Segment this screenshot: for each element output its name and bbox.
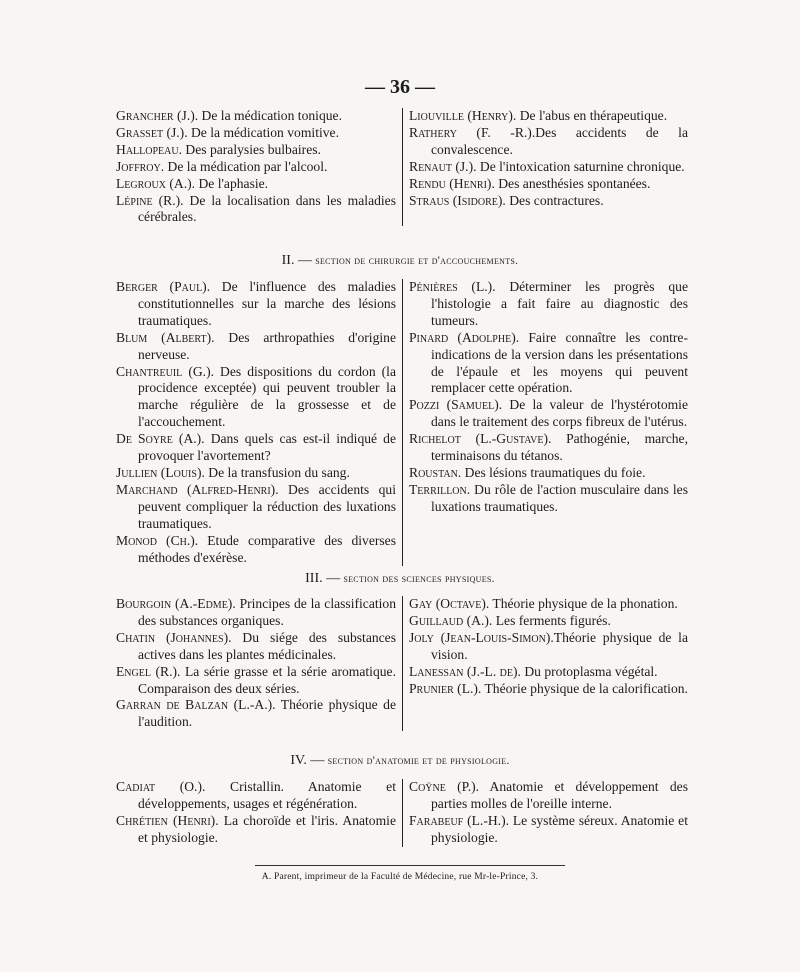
- list-item: Chrétien (Henri). La choroïde et l'iris. Anatomie et physiologie.: [116, 812, 396, 845]
- list-item: Monod (Ch.). Etude comparative des diverses méthodes d'exérèse.: [116, 532, 396, 565]
- list-item: Rathery (F. -R.).Des accidents de la convalescence.: [409, 124, 688, 157]
- list-item: Lanessan (J.-L. de). Du protoplasma végétal.: [409, 663, 658, 679]
- section-heading: II. — section de chirurgie et d'accouchements.: [281, 253, 519, 268]
- list-item: Prunier (L.). Théorie physique de la calorification.: [409, 680, 688, 696]
- left-column: [116, 596, 402, 731]
- list-item: Grasset (J.). De la médication vomitive.: [116, 124, 339, 140]
- list-item: Roustan. Des lésions traumatiques du foie.: [409, 464, 646, 480]
- list-item: Marchand (Alfred-Henri). Des accidents qui peuvent compliquer la réduction des luxations traumatiques.: [116, 481, 397, 531]
- section-anatomy-list: [116, 779, 688, 847]
- list-item: Berger (Paul). De l'influence des maladies constitutionnelles sur la marche des lésions traumatiques.: [116, 279, 396, 328]
- section-heading: III. — section des sciences physiques.: [305, 571, 495, 586]
- section-medicine-list: [116, 108, 688, 226]
- list-item: Farabeuf (L.-H.). Le système séreux. Anatomie et physiologie.: [409, 812, 688, 845]
- list-item: Pozzi (Samuel). De la valeur de l'hystérotomie dans le traitement des corps fibreux de l'utérus.: [409, 397, 688, 430]
- right-column: [402, 108, 688, 226]
- list-item: Bourgoin (A.-Edme). Principes de la classification des substances organiques.: [116, 596, 397, 628]
- list-item: Chatin (Johannes). Du siége des substances actives dans les plantes médicinales.: [116, 629, 397, 662]
- right-column: [402, 279, 688, 566]
- list-item: Pinard (Adolphe). Faire connaître les contre-indications de la version dans les présentations de l'épaule et les moyens qui peuvent remplacer cette opération.: [409, 329, 688, 396]
- list-item: Jullien (Louis). De la transfusion du sang.: [116, 464, 350, 480]
- list-item: Garran de Balzan (L.-A.). Théorie physique de l'audition.: [116, 697, 396, 730]
- list-item: Rendu (Henri). Des anesthésies spontanées.: [409, 175, 651, 191]
- list-item: Joffroy. De la médication par l'alcool.: [116, 158, 328, 174]
- list-item: Coÿne (P.). Anatomie et développement des parties molles de l'oreille interne.: [409, 779, 688, 811]
- list-item: Grancher (J.). De la médication tonique.: [116, 108, 342, 123]
- list-item: Engel (R.). La série grasse et la série aromatique. Comparaison des deux séries.: [116, 663, 396, 696]
- list-item: Lépine (R.). De la localisation dans les maladies cérébrales.: [116, 192, 396, 225]
- list-item: Hallopeau. Des paralysies bulbaires.: [116, 141, 321, 157]
- left-column: [116, 279, 402, 566]
- list-item: De Soyre (A.). Dans quels cas est-il indiqué de provoquer l'avortement?: [116, 431, 397, 464]
- list-item: Pénières (L.). Déterminer les progrès que l'histologie a fait faire au diagnostic des tumeurs.: [409, 279, 688, 328]
- section-surgery-list: [116, 279, 688, 566]
- list-item: Liouville (Henry). De l'abus en thérapeutique.: [409, 108, 668, 123]
- section-physics-list: [116, 596, 688, 731]
- right-column: [402, 779, 688, 847]
- list-item: Blum (Albert). Des arthropathies d'origine nerveuse.: [116, 329, 396, 362]
- list-item: Joly (Jean-Louis-Simon).Théorie physique de la vision.: [409, 629, 688, 662]
- printer-imprint: A. Parent, imprimeur de la Faculté de Médecine, rue Mr-le-Prince, 3.: [261, 872, 539, 882]
- list-item: Terrillon. Du rôle de l'action musculaire dans les luxations traumatiques.: [409, 481, 688, 514]
- list-item: Renaut (J.). De l'intoxication saturnine chronique.: [409, 158, 685, 174]
- section-heading: IV. — section d'anatomie et de physiologie.: [290, 753, 510, 768]
- footer-divider: [255, 865, 565, 866]
- list-item: Legroux (A.). De l'aphasie.: [116, 175, 269, 191]
- left-column: [116, 108, 402, 226]
- list-item: Gay (Octave). Théorie physique de la phonation.: [409, 596, 678, 611]
- list-item: Richelot (L.-Gustave). Pathogénie, marche, terminaisons du tétanos.: [409, 431, 688, 464]
- list-item: Chantreuil (G.). Des dispositions du cordon (la procidence exceptée) qui peuvent troubler la marche régulière de la grossesse et de l'accouchement.: [116, 363, 396, 430]
- list-item: Straus (Isidore). Des contractures.: [409, 192, 604, 208]
- right-column: [402, 596, 688, 731]
- list-item: Guillaud (A.). Les ferments figurés.: [409, 612, 611, 628]
- left-column: [116, 779, 402, 847]
- page-number: — 36 —: [365, 76, 435, 98]
- list-item: Cadiat (O.). Cristallin. Anatomie et développements, usages et régénération.: [116, 779, 396, 811]
